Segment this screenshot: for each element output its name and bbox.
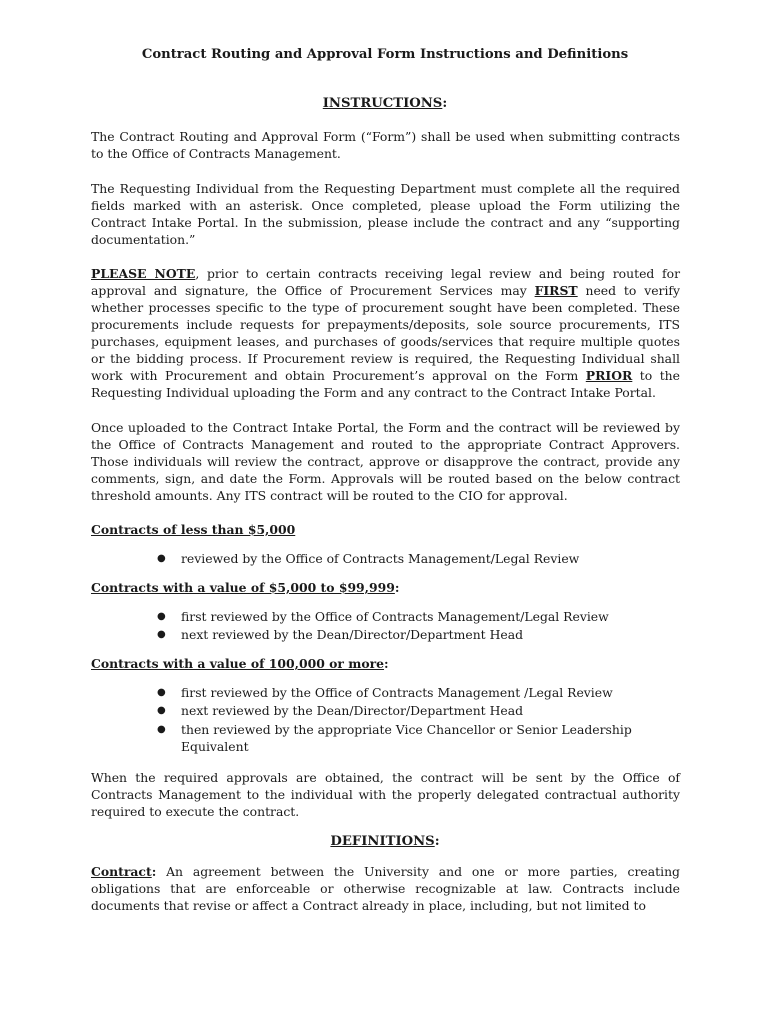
definition-term-contract: Contract (91, 864, 152, 879)
list-item-text: first reviewed by the Office of Contracts Management/Legal Review (181, 609, 609, 624)
instructions-heading (0, 95, 770, 112)
bullet-icon: ● (157, 687, 166, 698)
definition-text-contract: An agreement between the University and one or more parties, creating obligations that are enforceable or otherwise recognizable at law. Contracts include documents that revise or affect a Contract already in place, including, but not limited to (91, 864, 680, 913)
list-item-text: next reviewed by the Dean/Director/Department Head (181, 703, 524, 719)
list-item (157, 626, 657, 643)
list-item-text: reviewed by the Office of Contracts Management/Legal Review (181, 551, 580, 566)
instructions-heading-text: INSTRUCTIONS (322, 96, 443, 111)
definitions-heading-colon: : (434, 834, 440, 849)
instructions-paragraph-routing: Once uploaded to the Contract Intake Portal, the Form and the contract will be reviewed by the Office of Contracts Management and routed to the appropriate Contract Approvers. Those individuals will review the contract, approve or disapprove the contract, provide any comments, sign, and date the Form. Approvals will be routed based on the below contract threshold amounts. Any ITS contract will be routed to the CIO for approval. (91, 420, 680, 503)
tier-heading-text: Contracts with a value of $5,000 to $99,999 (91, 580, 395, 595)
instructions-paragraph-closing: When the required approvals are obtained, the contract will be sent by the Office of Contracts Management to the individual with the properly delegated contractual authority required to execute the contract. (91, 770, 680, 819)
bullet-icon: ● (157, 629, 166, 641)
first-emphasis: FIRST (534, 283, 578, 298)
bullet-icon: ● (157, 723, 166, 735)
list-item (157, 721, 657, 755)
list-item (157, 608, 657, 625)
instructions-paragraph-requesting-individual: The Requesting Individual from the Requesting Department must complete all the required fields marked with an asterisk. Once completed, please upload the Form utilizing the Contract Intake Portal. In the submission, please include the contract and any “supporting documentation.” (91, 181, 680, 247)
tier-heading-5000-to-99999 (91, 579, 680, 596)
bullet-icon: ● (157, 705, 166, 717)
tier-list-100000-or-more (157, 684, 657, 756)
list-item-text: first reviewed by the Office of Contracts Management /Legal Review (181, 685, 613, 700)
please-note-text-1: , prior to certain contracts receiving legal review and being routed for approval and signature, the Office of Procurement Services may (91, 266, 681, 298)
tier-heading-suffix: : (394, 580, 400, 595)
definitions-heading-text: DEFINITIONS (330, 834, 435, 849)
tier-list-under-5000 (157, 550, 657, 568)
bullet-icon: ● (157, 553, 166, 564)
list-item (157, 684, 657, 701)
definition-contract (91, 863, 680, 914)
tier-list-5000-to-99999 (157, 608, 657, 645)
tier-heading-under-5000 (91, 521, 680, 538)
please-note-label: PLEASE NOTE (91, 266, 196, 281)
instructions-paragraph-form-usage: The Contract Routing and Approval Form (“Form”) shall be used when submitting contracts to the Office of Contracts Management. (91, 129, 680, 161)
instructions-heading-colon: : (442, 96, 448, 111)
list-item-text: then reviewed by the appropriate Vice Chancellor or Senior Leadership Equivalent (181, 721, 632, 754)
tier-heading-100000-or-more (91, 655, 680, 672)
please-note-text-2: need to verify whether processes specific to the type of procurement sought have been completed. These procurements include requests for prepayments/deposits, sole source procurements, ITS purchases, equipment leases, and purchases of goods/services that require multiple quotes or the bidding process. If Procurement review is required, the Requesting Individual shall work with Procurement and obtain Procurement’s approval on the Form (91, 283, 681, 383)
tier-heading-suffix: : (384, 656, 389, 671)
list-item (157, 550, 657, 567)
definitions-heading (0, 833, 770, 850)
prior-emphasis: PRIOR (585, 368, 633, 383)
definition-term-colon: : (151, 864, 157, 879)
instructions-paragraph-please-note (91, 265, 680, 401)
tier-heading-text: Contracts of less than $5,000 (91, 522, 296, 537)
tier-heading-text: Contracts with a value of 100,000 or more (91, 656, 385, 671)
bullet-icon: ● (157, 611, 166, 622)
document-title: Contract Routing and Approval Form Instructions and Definitions (141, 47, 629, 62)
list-item-text: next reviewed by the Dean/Director/Department Head (181, 627, 524, 643)
please-note-text-3: to the Requesting Individual uploading the Form and any contract to the Contract Intake Portal. (91, 368, 680, 400)
list-item (157, 702, 657, 719)
